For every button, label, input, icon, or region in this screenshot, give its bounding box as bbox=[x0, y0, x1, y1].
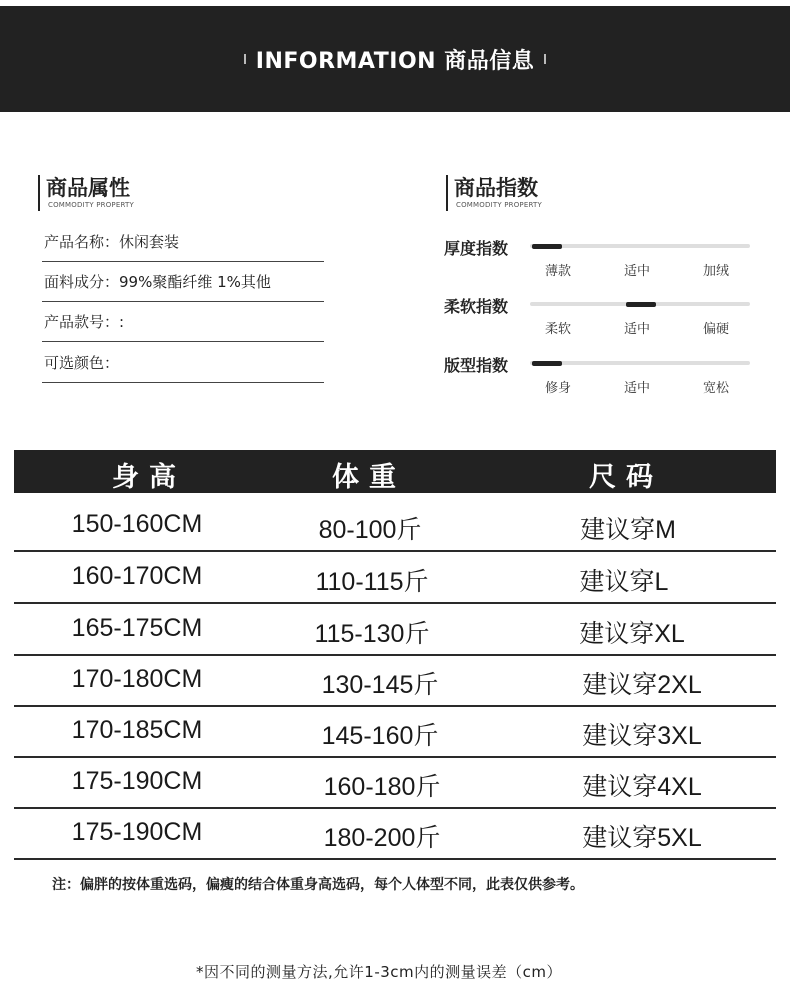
property-label: 面料成分： bbox=[44, 273, 120, 291]
indices-title: 商品指数 bbox=[454, 176, 538, 200]
cell-height: 175-190CM bbox=[71, 767, 203, 795]
measurement-footnote: *因不同的测量方法,允许1-3cm内的测量误差（cm） bbox=[196, 963, 562, 981]
heading-bar bbox=[446, 175, 448, 211]
cell-size: 建议穿2XL bbox=[582, 671, 702, 699]
index-label-mid: 适中 bbox=[623, 322, 651, 337]
table-row bbox=[14, 656, 776, 707]
property-label: 可选颜色： bbox=[44, 354, 120, 372]
index-indicator bbox=[532, 244, 562, 249]
index-name: 厚度指数 bbox=[444, 239, 509, 258]
cell-weight: 160-180斤 bbox=[323, 773, 441, 801]
property-label: 产品款号： bbox=[44, 313, 120, 331]
cell-height: 170-180CM bbox=[71, 665, 203, 693]
index-track bbox=[530, 302, 750, 306]
table-row bbox=[14, 758, 776, 809]
top-banner bbox=[0, 6, 790, 112]
cell-size: 建议穿5XL bbox=[582, 824, 702, 852]
header-size: 尺码 bbox=[589, 462, 663, 493]
cell-size: 建议穿L bbox=[579, 568, 669, 596]
index-track bbox=[530, 244, 750, 248]
size-note: 注：偏胖的按体重选码，偏瘦的结合体重身高选码，每个人体型不同，此表仅供参考。 bbox=[52, 877, 584, 893]
cell-size: 建议穿M bbox=[580, 516, 676, 544]
properties-subtitle: COMMODITY PROPERTY bbox=[48, 201, 134, 209]
thickness-index bbox=[444, 236, 754, 296]
index-label-low: 修身 bbox=[544, 381, 572, 396]
heading-bar bbox=[38, 175, 40, 211]
indices-subtitle: COMMODITY PROPERTY bbox=[456, 201, 542, 209]
cell-size: 建议穿3XL bbox=[582, 722, 702, 750]
table-row bbox=[14, 553, 776, 604]
index-label-high: 加绒 bbox=[702, 264, 730, 279]
table-row bbox=[14, 707, 776, 758]
cell-height: 175-190CM bbox=[71, 818, 203, 846]
property-row-name bbox=[42, 222, 324, 262]
banner-bar-left bbox=[244, 54, 246, 64]
property-value: 休闲套装 bbox=[119, 233, 180, 251]
cell-weight: 180-200斤 bbox=[323, 824, 441, 852]
fit-index bbox=[444, 353, 754, 413]
cell-height: 150-160CM bbox=[71, 510, 203, 538]
banner-bar-right bbox=[544, 54, 546, 64]
property-label: 产品名称： bbox=[44, 233, 120, 251]
cell-weight: 110-115斤 bbox=[315, 568, 429, 596]
cell-weight: 130-145斤 bbox=[321, 671, 439, 699]
index-indicator bbox=[532, 361, 562, 366]
property-row-fabric bbox=[42, 262, 324, 302]
cell-height: 165-175CM bbox=[71, 614, 203, 642]
property-row-colors bbox=[42, 343, 324, 383]
cell-weight: 145-160斤 bbox=[321, 722, 439, 750]
index-name: 柔软指数 bbox=[444, 297, 509, 316]
properties-title: 商品属性 bbox=[46, 176, 130, 200]
cell-height: 170-185CM bbox=[71, 716, 203, 744]
cell-height: 160-170CM bbox=[71, 562, 203, 590]
cell-weight: 115-130斤 bbox=[314, 620, 430, 648]
index-label-mid: 适中 bbox=[623, 264, 651, 279]
table-row bbox=[14, 809, 776, 860]
index-label-high: 偏硬 bbox=[702, 322, 730, 337]
cell-weight: 80-100斤 bbox=[318, 516, 422, 544]
index-label-low: 柔软 bbox=[544, 322, 572, 337]
cell-size: 建议穿XL bbox=[579, 620, 685, 648]
property-row-style-number bbox=[42, 302, 324, 342]
header-height: 身高 bbox=[112, 462, 186, 493]
property-value: 99%聚酯纤维 1%其他 bbox=[119, 273, 271, 291]
index-track bbox=[530, 361, 750, 365]
table-row bbox=[14, 501, 776, 552]
property-value: : bbox=[119, 313, 125, 331]
index-name: 版型指数 bbox=[444, 356, 509, 375]
index-label-low: 薄款 bbox=[544, 264, 572, 279]
banner-title: INFORMATION 商品信息 bbox=[255, 48, 535, 74]
size-table-header bbox=[14, 450, 776, 493]
index-indicator bbox=[626, 302, 656, 307]
cell-size: 建议穿4XL bbox=[582, 773, 702, 801]
table-row bbox=[14, 605, 776, 656]
index-label-mid: 适中 bbox=[623, 381, 651, 396]
header-weight: 体重 bbox=[332, 462, 406, 493]
softness-index bbox=[444, 294, 754, 354]
index-label-high: 宽松 bbox=[702, 381, 730, 396]
